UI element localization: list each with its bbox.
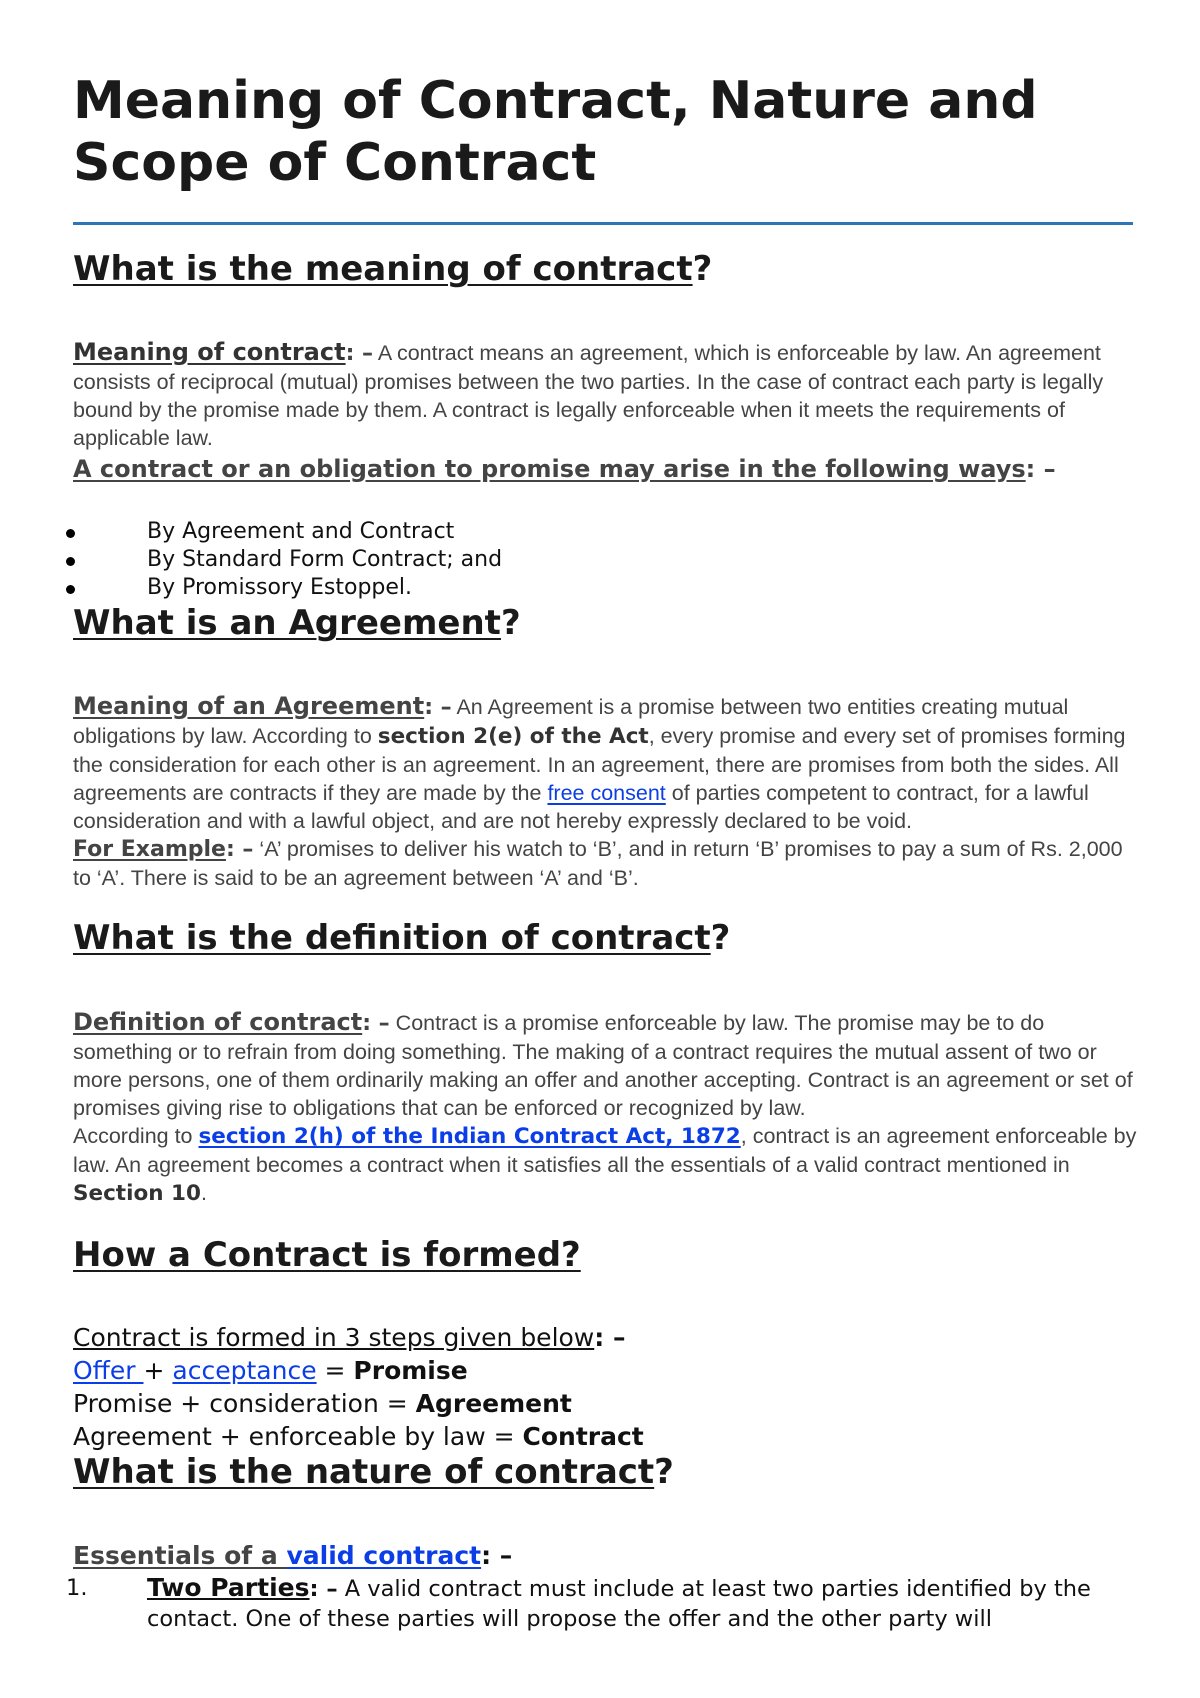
section-10-reference: Section 10 bbox=[73, 1181, 201, 1206]
acceptance-link[interactable]: acceptance bbox=[172, 1356, 317, 1385]
heading-how-contract-formed: How a Contract is formed? bbox=[73, 1235, 581, 1275]
ways-list bbox=[73, 518, 502, 602]
title-divider bbox=[73, 222, 1133, 225]
paragraph-meaning-of-contract: Meaning of contract: – A contract means an agreement, which is enforceable by law. An agreement consists of reciprocal (mutual) promises between the two parties. In the case of contract each party is legally bound by the promise made by them. A contract is legally enforceable when it meets the requirements of applicable law. bbox=[73, 338, 1104, 450]
formula-promise-consideration: Promise + consideration = Agreement bbox=[73, 1389, 572, 1418]
paragraph-definition-of-contract: Definition of contract: – Contract is a promise enforceable by law. The promise may be to do something or to refrain from doing something. The making of a contract requires the mutual assent of two or more persons, one of them ordinarily making an offer and another accepting. Contract is an agreement or set of promises giving rise to obligations that can be enforced or recognized by law. According to section 2(h) of the Indian Contract Act, 1872, contract is an agreement enforceable by law. An agreement becomes a contract when it satisfies all the essentials of a valid contract mentioned in Section 10. bbox=[73, 1008, 1137, 1206]
lead-meaning-of-agreement: Meaning of an Agreement bbox=[73, 692, 425, 720]
free-consent-link[interactable]: free consent bbox=[547, 781, 666, 805]
bullet-icon bbox=[66, 529, 75, 538]
essentials-heading: Essentials of a valid contract: – bbox=[73, 1541, 513, 1570]
two-parties-term: Two Parties bbox=[147, 1573, 310, 1602]
offer-link[interactable]: Offer bbox=[73, 1356, 144, 1385]
formula-agreement-enforceable: Agreement + enforceable by law = Contract bbox=[73, 1422, 644, 1451]
example-lead: For Example bbox=[73, 837, 226, 862]
lead-definition-of-contract: Definition of contract bbox=[73, 1008, 363, 1036]
heading-nature-of-contract: What is the nature of contract? bbox=[73, 1452, 674, 1492]
heading-definition-of-contract: What is the definition of contract? bbox=[73, 918, 731, 958]
list-item: By Standard Form Contract; and bbox=[73, 546, 502, 574]
document-title: Meaning of Contract, Nature and Scope of Contract bbox=[73, 71, 1038, 193]
heading-what-is-agreement: What is an Agreement? bbox=[73, 603, 521, 643]
list-number: 1. bbox=[66, 1575, 88, 1601]
paragraph-meaning-of-agreement: Meaning of an Agreement: – An Agreement is a promise between two entities creating mutual obligations by law. According to section 2(e) of the Act, every promise and every set of promises forming the consideration for each other is an agreement. In an agreement, there are promises from both the sides. All agreements are contracts if they are made by the free consent of parties competent to contract, for a lawful consideration and with a lawful object, and are not hereby expressly declared to be void. For Example: – ‘A’ promises to deliver his watch to ‘B’, and in return ‘B’ promises to pay a sum of Rs. 2,000 to ‘A’. There is said to be an agreement between ‘A’ and ‘B’. bbox=[73, 692, 1126, 890]
section-2h-link[interactable]: section 2(h) of the Indian Contract Act, 1872 bbox=[198, 1124, 741, 1149]
formation-intro: Contract is formed in 3 steps given below: – bbox=[73, 1323, 626, 1352]
heading-meaning-of-contract: What is the meaning of contract? bbox=[73, 249, 713, 289]
list-item: By Promissory Estoppel. bbox=[73, 574, 502, 602]
subheading-ways-obligation-arises: A contract or an obligation to promise may arise in the following ways: – bbox=[73, 455, 1056, 483]
lead-meaning-of-contract: Meaning of contract bbox=[73, 338, 346, 366]
bullet-icon bbox=[66, 557, 75, 566]
list-item: By Agreement and Contract bbox=[73, 518, 502, 546]
section-2e-reference: section 2(e) of the Act bbox=[377, 724, 649, 749]
essential-item-two-parties: 1. Two Parties: – A valid contract must include at least two parties identified by the contact. One of these parties will propose the offer and the other party will bbox=[66, 1573, 1091, 1632]
bullet-icon bbox=[66, 585, 75, 594]
formula-offer-acceptance: Offer + acceptance = Promise bbox=[73, 1356, 468, 1385]
valid-contract-link[interactable]: valid contract bbox=[286, 1541, 482, 1570]
